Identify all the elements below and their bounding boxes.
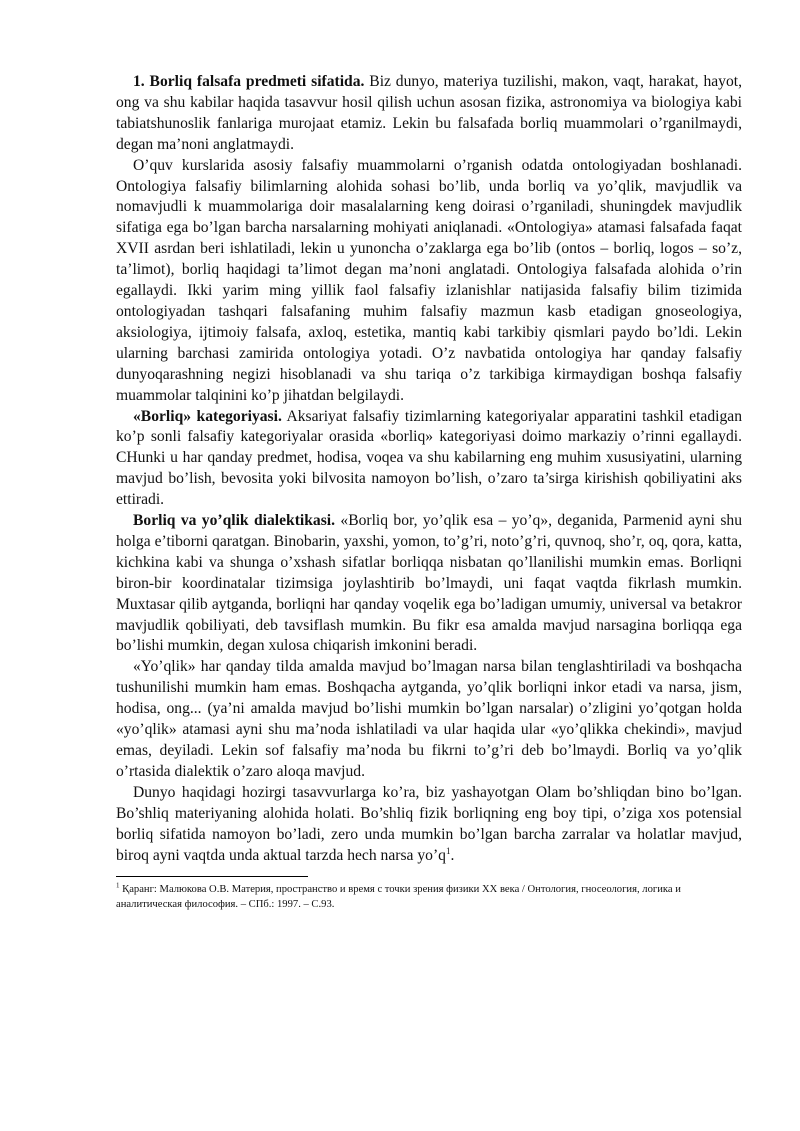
paragraph-text: O’quv kurslarida asosiy falsafiy muammolarni o’rganish odatda ontologiyadan boshlanadi. Ontologiya falsafiy bilimlarning alohida sohasi bo’lib, unda borliq va yo’qlik, mavjudlik va nomavjudli k muammolariga doir masalalarning keng doirasi o’rganiladi, shuningdek mavjudlik sifatiga ega bo’lgan barcha narsalarning mohiyati aniqlanadi. «Ontologiya» atamasi falsafada faqat XVII asrdan beri ishlatiladi, lekin u yunoncha o’zaklarga ega bo’lib (ontos – borliq, logos – so’z, ta’limot), borliq haqidagi ta’limot degan ma’noni anglatadi. Ontologiya falsafada alohida o’rin egallaydi. Ikki yarim ming yillik faol falsafiy izlanishlar natijasida falsafiy bilim tizimida ontologiyadan tashqari falsafaning muhim falsafiy mazmun kasb etadigan gnoseologiya, aksiologiya, ijtimoiy falsafa, axloq, estetika, mantiq kabi tarkibiy qismlari paydo bo’ldi. Lekin ularning barchasi zamirida ontologiya yotadi. O’z navbatida ontologiya har qanday falsafiy dunyoqarashning negizi hisoblanadi va shu tariqa o’z tarkibiga kirmaydigan boshqa falsafiy muammolar talqinini ko’p jihatdan belgilaydi. [116,156,742,404]
paragraph-boshliq [116,783,742,867]
paragraph-text: Aksariyat falsafiy tizimlarning kategoriyalar apparatini tashkil etadigan ko’p sonli falsafiy kategoriyalar orasida «borliq» kategoriyasi doimo markaziy o’rinni egallaydi. CHunki u har qanday predmet, hodisa, voqea va shu kabilarning eng muhim xususiyatini, ularning mavjud bo’lish, bevosita yoki bilvosita namoyon bo’lish, o’zaro ta’sirga kirishish qobiliyatini aks ettiradi. [116,407,742,509]
paragraph-yoqlik [116,657,742,782]
paragraph-text: «Borliq bor, yo’qlik esa – yo’q», deganida, Parmenid ayni shu holga e’tiborni qaratgan. Binobarin, yaxshi, yomon, to’g’ri, noto’g’ri, quvnoq, sho’r, oq, qora, katta, kichkina kabi va shunga o’xshash sifatlar borliqqa nisbatan qo’llanilishi mumkin emas. Borliqni biron-bir koordinatalar tizimsiga joylashtirib bo’lmaydi, uni faqat vaqtda fikrlash mumkin. Muxtasar qilib aytganda, borliqni har qanday voqelik ega bo’ladigan umumiy, universal va betakror mavjudlik qobiliyati, deb tavsiflash mumkin. Bu fikr esa amalda mavjud narsagina borliqqa ega bo’lishi mumkin, degan xulosa chiqarish imkonini beradi. [116,512,742,655]
paragraph-text: «Yo’qlik» har qanday tilda amalda mavjud bo’lmagan narsa bilan tenglashtiriladi va boshqacha tushunilishi mumkin ham emas. Boshqacha aytganda, yo’qlik borliqni inkor etadi va narsa, jism, hodisa, ong... (ya’ni amalda mavjud bo’lishi mumkin bo’lgan narsalar) o’zligini yo’qotgan holda «yo’qlik» atamasi ayni shu ma’noda ishlatiladi va ular haqida ular «yo’qlikka chekindi», mavjud emas, deyiladi. Lekin sof falsafiy ma’noda bu fikrni to’g’ri deb bo’lmaydi. Borliq va yo’qlik o’rtasida dialektik o’zaro aloqa mavjud. [116,658,742,780]
section-heading: «Borliq» kategoriyasi. [133,407,282,425]
paragraph-ontologiya [116,156,742,407]
paragraph-borliq-kategoriyasi [116,407,742,512]
paragraph-text: Dunyo haqidagi hozirgi tasavvurlarga ko’ra, biz yashayotgan Olam bo’shliqdan bino bo’lgan. Bo’shliq materiyaning alohida holati. Bo’shliq fizik borliqning eng boy tipi, o’ziga xos potensial borliq sifatida namoyon bo’ladi, zero unda mumkin bo’lgan barcha zarralar va holatlar mavjud, biroq ayni vaqtda unda aktual tarzda hech narsa yo’q [116,783,742,864]
document-page [116,72,742,912]
paragraph-dialektika [116,511,742,657]
section-heading: Borliq va yo’qlik dialektikasi. [133,512,336,530]
paragraph-text: Biz dunyo, materiya tuzilishi, makon, vaqt, harakat, hayot, ong va shu kabilar haqida tasavvur hosil qilish uchun asosan fizika, astronomiya va biologiya kabi tabiatshunoslik fanlariga murojaat etamiz. Lekin bu falsafada borliq muammolari o’rganilmaydi, degan ma’noni anglatmaydi. [116,73,742,153]
footnote-divider [116,876,308,877]
paragraph-borliq-predmeti [116,72,742,156]
footnote-text: Қаранг: Малюкова О.В. Материя, пространство и время с точки зрения физики XX века / Онтология, гносеология, логика и аналитическая философия. – СПб.: 1997. – С.93. [116,884,681,911]
footnote-marker: 1 [116,881,120,890]
footnote-reference[interactable]: 1 [445,845,451,856]
paragraph-tail: . [450,846,455,864]
section-heading: 1. Borliq falsafa predmeti sifatida. [133,73,365,90]
footnote [116,882,742,912]
